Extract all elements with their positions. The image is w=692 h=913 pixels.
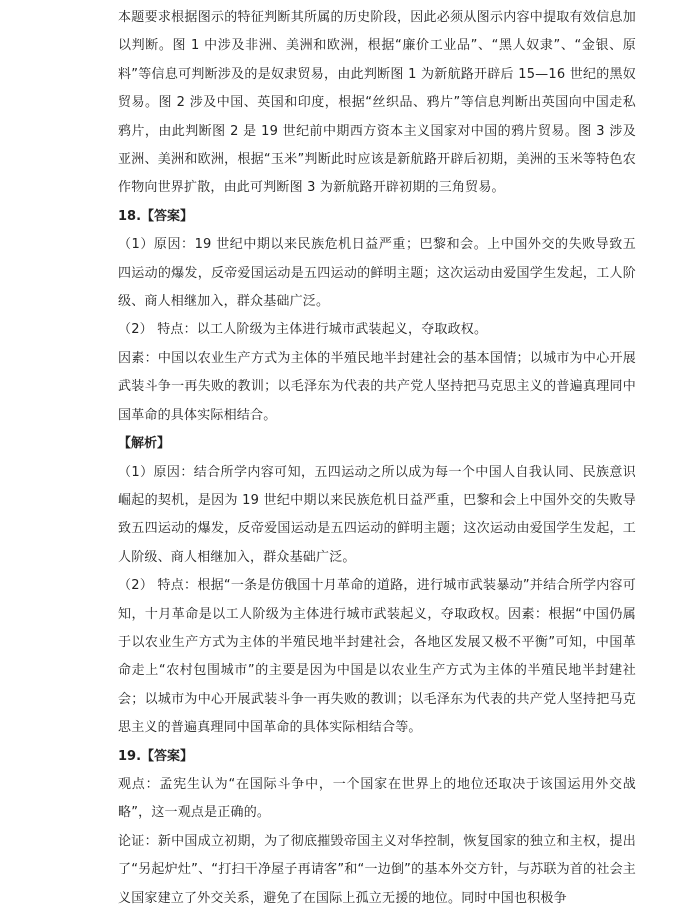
answer-18-factors: 因素：中国以农业生产方式为主体的半殖民地半封建社会的基本国情；以城市为中心开展武装斗争一再失败的教训；以毛泽东为代表的共产党人坚持把马克思主义的普遍真理同中国革命的具体实际相结合。 (118, 350, 636, 423)
answer-18-part-2: （2） 特点：以工人阶级为主体进行城市武装起义，夺取政权。 (118, 322, 488, 338)
answer-19-viewpoint: 观点：孟宪生认为“在国际斗争中，一个国家在世界上的地位还取决于该国运用外交战略”，这一观点是正确的。 (118, 776, 636, 821)
analysis-paragraph-17: 本题要求根据图示的特征判断其所属的历史阶段，因此必须从图示内容中提取有效信息加以判断。图 1 中涉及非洲、美洲和欧洲，根据“廉价工业品”、“黑人奴隶”、“金银、原料”等信息可判断涉及的是奴隶贸易，由此判断图 1 为新航路开辟后 15—16 世纪的黑奴贸易。图 2 涉及中国、英国和印度，根据“丝织品、鸦片”等信息判断出英国向中国走私鸦片，由此判断图 2 是 19 世纪前中期西方资本主义国家对中国的鸦片贸易。图 3 涉及亚洲、美洲和欧洲，根据“玉米”判断此时应该是新航路开辟后初期，美洲的玉米等特色农作物向世界扩散，由此可判断图 3 为新航路开辟初期的三角贸易。 (118, 10, 636, 196)
answer-19-argument: 论证：新中国成立初期，为了彻底摧毁帝国主义对华控制，恢复国家的独立和主权，提出了“另起炉灶”、“打扫干净屋子再请客”和“一边倒”的基本外交方针，与苏联为首的社会主义国家建立了外交关系，避免了在国际上孤立无援的地位。同时中国也积极争 (118, 833, 636, 906)
answer-heading-19: 19.【答案】 (118, 748, 194, 764)
analysis-18-part-1: （1）原因：结合所学内容可知，五四运动之所以成为每一个中国人自我认同、民族意识崛起的契机，是因为 19 世纪中期以来民族危机日益严重，巴黎和会上中国外交的失败导致五四运动的爆发，反帝爱国运动是五四运动的鲜明主题；这次运动由爱国学生发起，工人阶级、商人相继加入，群众基础广泛。 (118, 464, 636, 565)
answer-heading-18: 18.【答案】 (118, 208, 194, 224)
answer-18-part-1: （1）原因：19 世纪中期以来民族危机日益严重；巴黎和会。上中国外交的失败导致五四运动的爆发，反帝爱国运动是五四运动的鲜明主题；这次运动由爱国学生发起，工人阶级、商人相继加入，群众基础广泛。 (118, 237, 636, 310)
analysis-18-part-2: （2） 特点：根据“一条是仿俄国十月革命的道路，进行城市武装暴动”并结合所学内容可知，十月革命是以工人阶级为主体进行城市武装起义，夺取政权。因素：根据“中国仍属于以农业生产方式为主体的半殖民地半封建社会，各地区发展又极不平衡”可知，中国革命走上“农村包围城市”的主要是因为中国是以农业生产方式为主体的半殖民地半封建社会；以城市为中心开展武装斗争一再失败的教训；以毛泽东为代表的共产党人坚持把马克思主义的普遍真理同中国革命的具体实际相结合等。 (118, 578, 636, 736)
analysis-heading-18: 【解析】 (118, 436, 171, 452)
